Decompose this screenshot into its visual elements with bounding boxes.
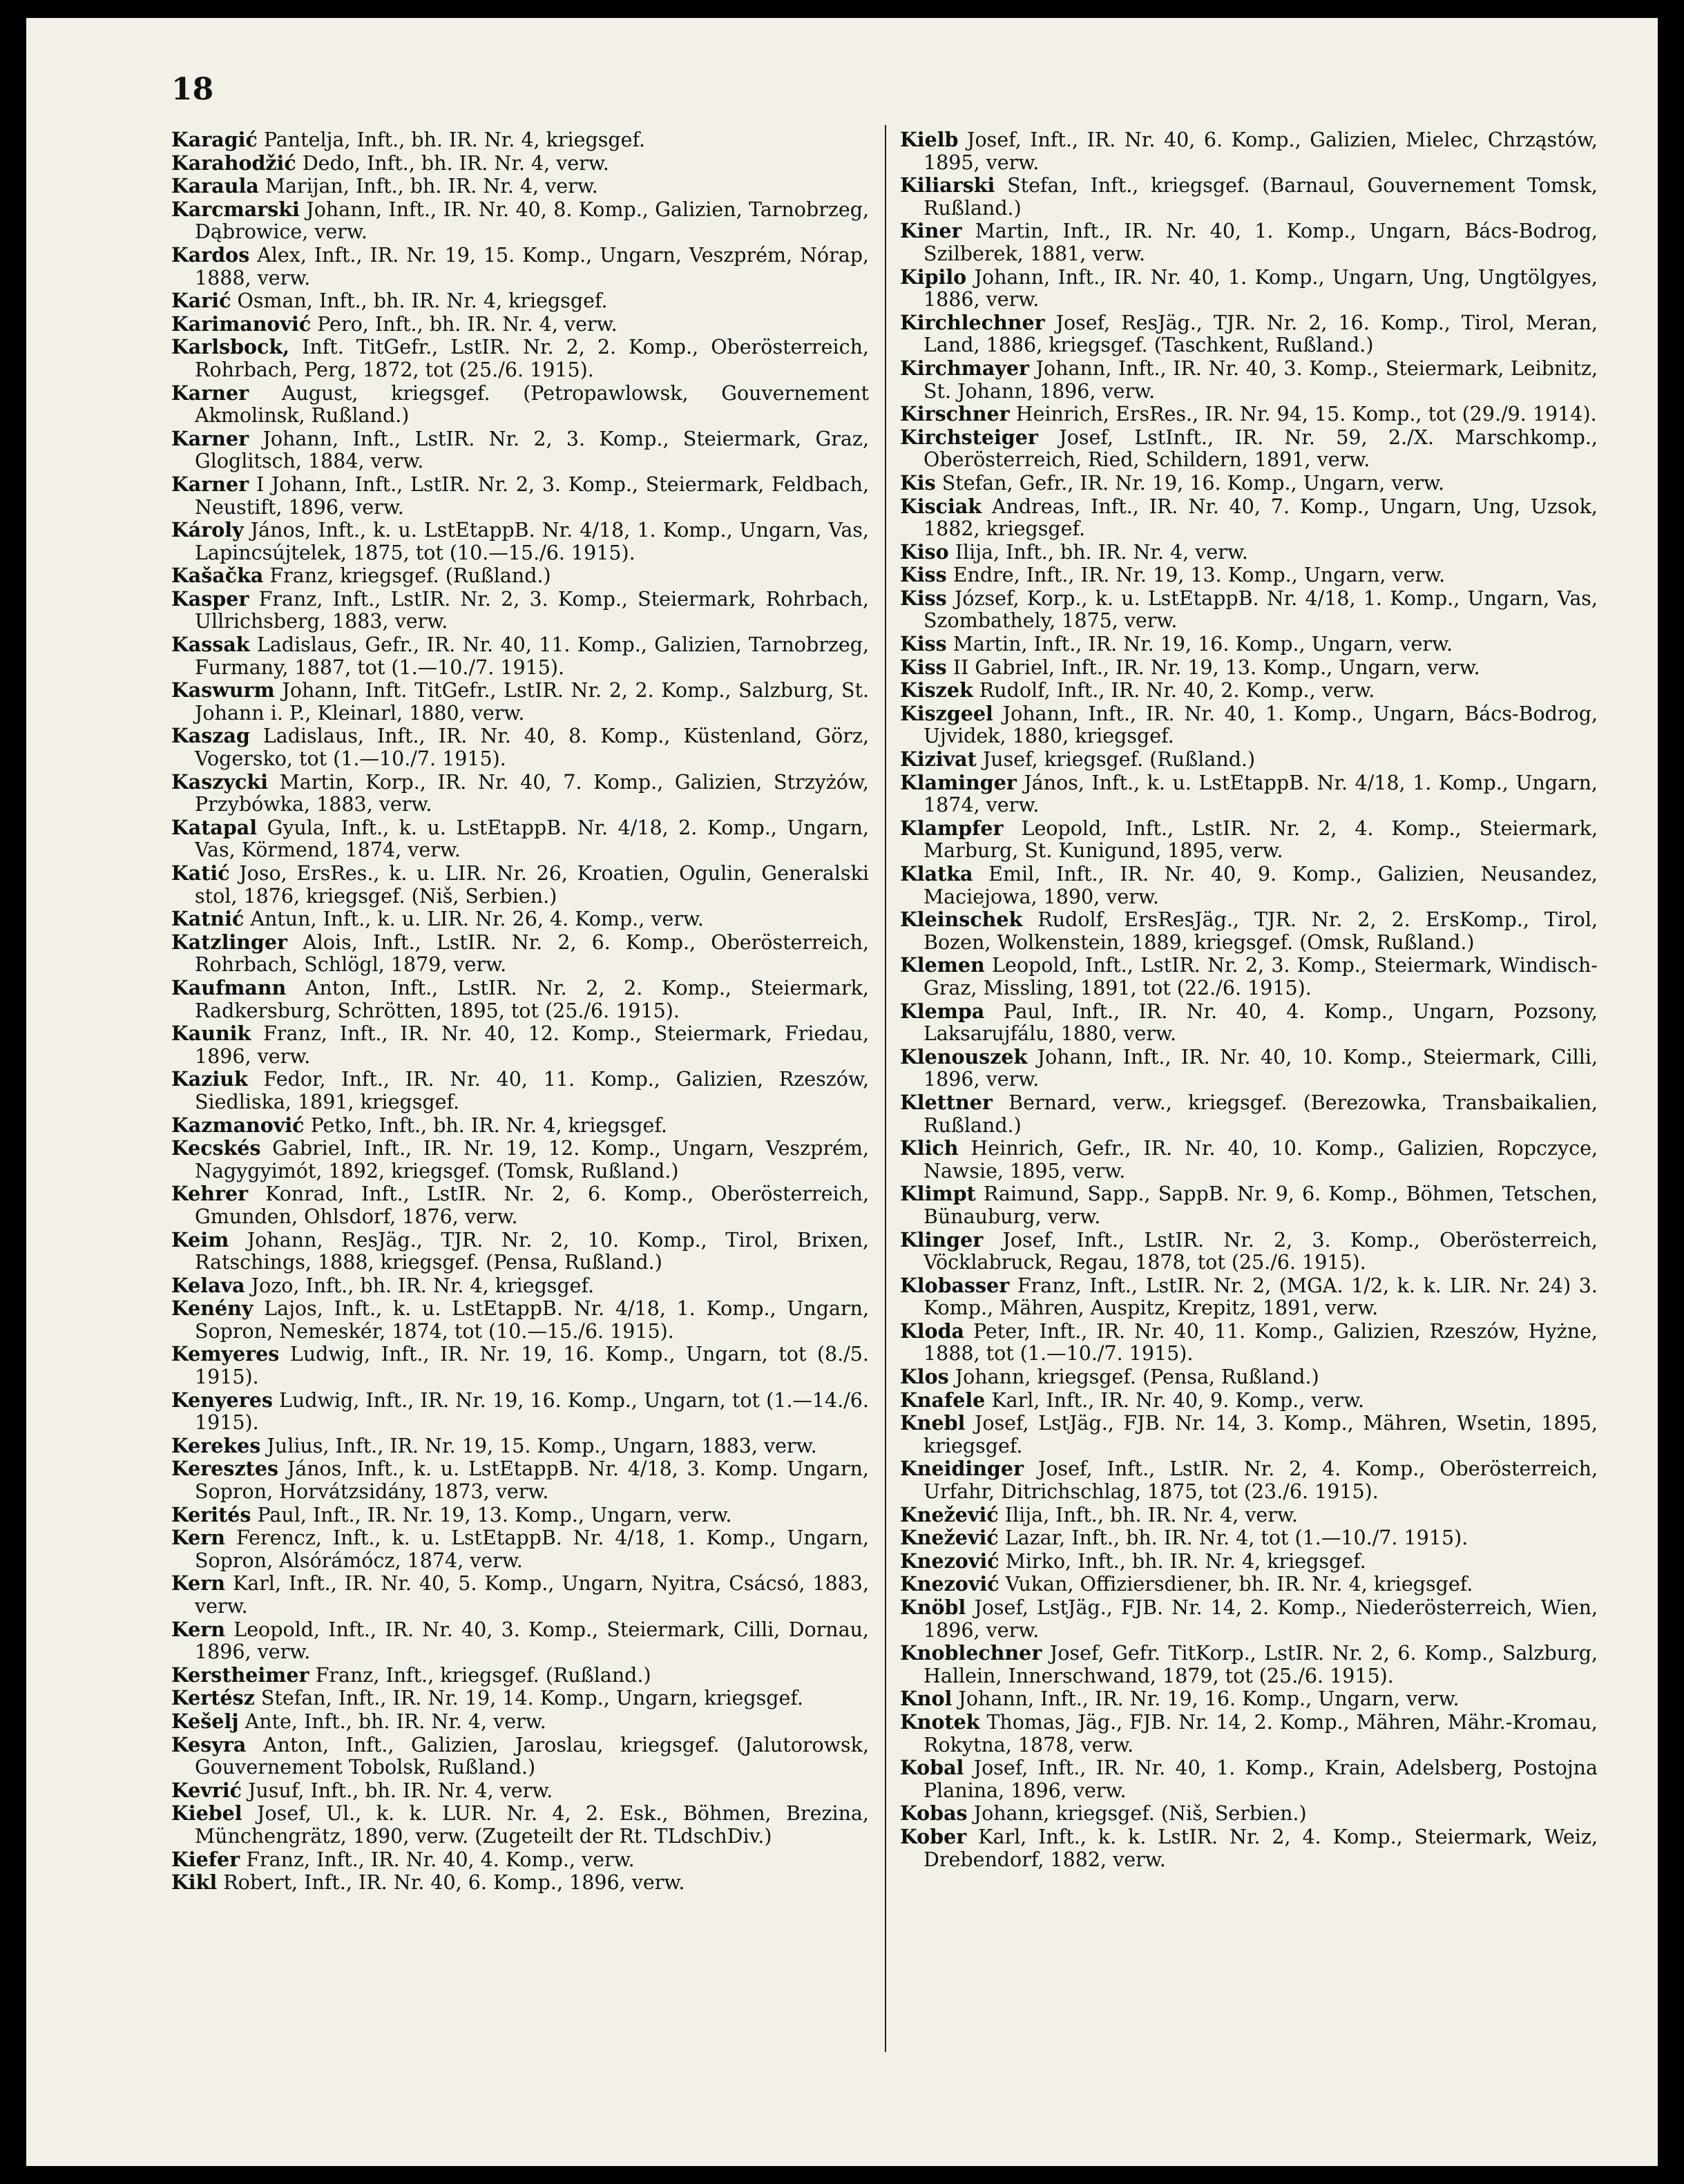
entry-surname: Kloda xyxy=(900,1319,965,1343)
entry-details: Konrad, Inft., LstIR. Nr. 2, 6. Komp., Oberösterreich, Gmunden, Ohlsdorf, 1876, verw. xyxy=(195,1182,869,1228)
entry-surname: Karner xyxy=(171,381,249,405)
list-entry xyxy=(171,1710,869,1734)
entry-details: Alex, Inft., IR. Nr. 19, 15. Komp., Ungarn, Veszprém, Nórap, 1888, verw. xyxy=(195,243,869,289)
list-entry xyxy=(171,519,869,564)
entry-details: Ante, Inft., bh. IR. Nr. 4, verw. xyxy=(245,1709,546,1733)
entry-surname: Kirchmayer xyxy=(900,356,1030,380)
entry-surname: Károly xyxy=(171,518,244,542)
entry-surname: Kiss xyxy=(900,655,947,679)
entry-surname: Klos xyxy=(900,1365,949,1389)
entry-surname: Kirchlechner xyxy=(900,310,1045,334)
entry-surname: Kiss xyxy=(900,586,947,610)
list-entry xyxy=(171,244,869,289)
entry-surname: Keresztes xyxy=(171,1457,278,1481)
entry-details: Stefan, Inft., kriegsgef. (Barnaul, Gouvernement Tomsk, Rußland.) xyxy=(924,174,1598,220)
entry-surname: Kern xyxy=(171,1526,226,1550)
list-entry xyxy=(171,1137,869,1182)
list-entry xyxy=(171,908,869,931)
entry-details: II Gabriel, Inft., IR. Nr. 19, 13. Komp., Ungarn, verw. xyxy=(953,655,1480,679)
entry-surname: Katić xyxy=(171,861,230,885)
entry-surname: Klenouszek xyxy=(900,1044,1028,1069)
list-entry xyxy=(171,1871,869,1895)
list-entry xyxy=(171,679,869,725)
entry-details: Ladislaus, Inft., IR. Nr. 40, 8. Komp., Küstenland, Görz, Vogersko, tot (1.—10./7. 1915). xyxy=(195,725,869,771)
list-entry xyxy=(171,588,869,633)
list-entry xyxy=(171,1687,869,1710)
list-entry xyxy=(900,403,1598,426)
list-entry xyxy=(171,1734,869,1779)
entry-details: Johann, kriegsgef. (Niš, Serbien.) xyxy=(973,1802,1307,1826)
list-entry xyxy=(171,1779,869,1803)
list-entry xyxy=(900,1091,1598,1137)
list-entry xyxy=(900,1756,1598,1802)
entry-surname: Kiefer xyxy=(171,1847,240,1871)
entry-surname: Klobasser xyxy=(900,1273,1010,1297)
list-entry xyxy=(171,313,869,336)
entry-details: Gyula, Inft., k. u. LstEtappB. Nr. 4/18, 2. Komp., Ungarn, Vas, Körmend, 1874, verw. xyxy=(195,816,869,862)
list-entry xyxy=(171,289,869,313)
entry-surname: Kober xyxy=(900,1824,967,1848)
entry-surname: Kisciak xyxy=(900,494,982,518)
entry-details: Stefan, Inft., IR. Nr. 19, 14. Komp., Ungarn, kriegsgef. xyxy=(260,1687,803,1710)
entry-surname: Karimanović xyxy=(171,312,312,336)
entry-details: Ladislaus, Gefr., IR. Nr. 40, 11. Komp., Galizien, Tarnobrzeg, Furmany, 1887, tot (1.—10./7. 1915). xyxy=(195,633,870,679)
list-entry xyxy=(900,863,1598,908)
entry-surname: Knafele xyxy=(900,1388,986,1412)
entry-surname: Kertész xyxy=(171,1686,255,1710)
right-column xyxy=(900,128,1598,1871)
entry-details: Johann, Inft., LstIR. Nr. 2, 3. Komp., Steiermark, Graz, Gloglitsch, 1884, verw. xyxy=(195,427,870,473)
entry-details: Josef, ResJäg., TJR. Nr. 2, 16. Komp., Tirol, Meran, Land, 1886, kriegsgef. (Taschkent, Rußland.) xyxy=(924,311,1598,357)
entry-surname: Klaminger xyxy=(900,770,1017,794)
entry-details: Karl, Inft., IR. Nr. 40, 5. Komp., Ungarn, Nyitra, Csácsó, 1883, verw. xyxy=(195,1572,869,1618)
entry-details: Raimund, Sapp., SappB. Nr. 9, 6. Komp., Böhmen, Tetschen, Bünauburg, verw. xyxy=(924,1182,1598,1228)
entry-details: Josef, Inft., IR. Nr. 40, 6. Komp., Galizien, Mielec, Chrząstów, 1895, verw. xyxy=(924,128,1598,174)
list-entry xyxy=(900,1137,1598,1182)
list-entry xyxy=(900,1046,1598,1091)
list-entry xyxy=(900,1457,1598,1503)
entry-surname: Kesyra xyxy=(171,1732,247,1756)
entry-surname: Kiss xyxy=(900,563,947,587)
entry-surname: Kaswurm xyxy=(171,678,275,702)
page-number: 18 xyxy=(171,72,214,107)
list-entry xyxy=(900,679,1598,702)
list-entry xyxy=(171,1457,869,1503)
entry-details: János, Inft., k. u. LstEtappB. Nr. 4/18, 3. Komp. Ungarn, Sopron, Horvátzsidány, 1873, verw. xyxy=(195,1457,869,1504)
list-entry xyxy=(171,473,869,519)
entry-details: Josef, Inft., LstIR. Nr. 2, 4. Komp., Oberösterreich, Urfahr, Ditrichschlag, 1875, tot (23./6. 1915). xyxy=(924,1457,1598,1504)
entry-details: Pero, Inft., bh. IR. Nr. 4, verw. xyxy=(317,312,618,336)
list-entry xyxy=(900,1229,1598,1274)
list-entry xyxy=(171,1343,869,1388)
list-entry xyxy=(900,1000,1598,1046)
entry-details: Leopold, Inft., IR. Nr. 40, 3. Komp., Steiermark, Cilli, Dornau, 1896, verw. xyxy=(195,1618,869,1664)
entry-details: Martin, Inft., IR. Nr. 19, 16. Komp., Ungarn, verw. xyxy=(953,633,1453,656)
entry-details: Leopold, Inft., LstIR. Nr. 2, 4. Komp., Steiermark, Marburg, St. Kunigund, 1895, verw. xyxy=(924,816,1598,863)
entry-surname: Klatka xyxy=(900,862,973,885)
list-entry xyxy=(171,633,869,679)
entry-surname: Kneidinger xyxy=(900,1457,1024,1481)
list-entry xyxy=(900,1642,1598,1687)
entry-details: János, Inft., k. u. LstEtappB. Nr. 4/18, 1. Komp., Ungarn, 1874, verw. xyxy=(924,771,1598,817)
entry-details: Bernard, verw., kriegsgef. (Berezowka, Transbaikalien, Rußland.) xyxy=(924,1091,1598,1137)
entry-surname: Kleinschek xyxy=(900,908,1023,932)
list-entry xyxy=(900,1389,1598,1412)
list-entry xyxy=(171,1114,869,1138)
entry-surname: Kerités xyxy=(171,1502,251,1526)
list-entry xyxy=(171,1182,869,1228)
entry-surname: Keim xyxy=(171,1227,229,1252)
entry-surname: Karić xyxy=(171,289,231,313)
entry-details: Anton, Inft., Galizien, Jaroslau, kriegsgef. (Jalutorowsk, Gouvernement Tobolsk, Rußland.) xyxy=(195,1733,870,1779)
list-entry xyxy=(900,1596,1598,1642)
list-entry xyxy=(171,1572,869,1618)
list-entry xyxy=(171,336,869,381)
entry-details: Josef, LstInft., IR. Nr. 59, 2./X. Marschkomp., Oberösterreich, Ried, Schildern, 1891, verw. xyxy=(924,425,1598,472)
entry-surname: Klampfer xyxy=(900,816,1004,840)
entry-surname: Knezović xyxy=(900,1572,999,1596)
list-entry xyxy=(171,977,869,1022)
entry-surname: Knotek xyxy=(900,1709,980,1734)
entry-surname: Knol xyxy=(900,1687,953,1711)
list-entry xyxy=(171,1274,869,1298)
list-entry xyxy=(171,175,869,198)
entry-details: Lajos, Inft., k. u. LstEtappB. Nr. 4/18, 1. Komp., Ungarn, Sopron, Nemeskér, 1874, tot (10.—15./6. 1915). xyxy=(195,1297,870,1343)
entry-surname: Kardos xyxy=(171,242,250,267)
entry-surname: Kis xyxy=(900,470,936,495)
list-entry xyxy=(171,1526,869,1572)
entry-surname: Kazmanović xyxy=(171,1113,305,1137)
list-entry xyxy=(900,220,1598,265)
entry-surname: Kašačka xyxy=(171,564,264,588)
entry-surname: Karlsbock, xyxy=(171,335,290,359)
entry-details: Johann, Inft., IR. Nr. 19, 16. Komp., Ungarn, verw. xyxy=(958,1687,1460,1711)
entry-details: József, Korp., k. u. LstEtappB. Nr. 4/18, 1. Komp., Ungarn, Vas, Szombathely, 1875, verw. xyxy=(924,586,1598,633)
list-entry xyxy=(900,772,1598,817)
entry-surname: Kiszek xyxy=(900,678,973,702)
list-entry xyxy=(171,931,869,977)
entry-surname: Kehrer xyxy=(171,1182,249,1206)
entry-details: Mirko, Inft., bh. IR. Nr. 4, kriegsgef. xyxy=(1005,1549,1366,1573)
entry-details: Johann, Inft., IR. Nr. 40, 1. Komp., Ungarn, Bács-Bodrog, Ujvidek, 1880, kriegsgef. xyxy=(924,702,1598,748)
entry-details: Julius, Inft., IR. Nr. 19, 15. Komp., Ungarn, 1883, verw. xyxy=(267,1434,817,1457)
entry-details: Pantelja, Inft., bh. IR. Nr. 4, kriegsgef. xyxy=(263,128,646,151)
list-entry xyxy=(900,702,1598,748)
list-entry xyxy=(171,771,869,816)
entry-surname: Kassak xyxy=(171,633,250,657)
list-entry xyxy=(171,1664,869,1687)
entry-details: Franz, kriegsgef. (Rußland.) xyxy=(269,564,551,588)
list-entry xyxy=(900,174,1598,220)
entry-surname: Kaufmann xyxy=(171,975,287,999)
list-entry xyxy=(171,1618,869,1664)
list-entry xyxy=(900,1573,1598,1596)
entry-details: Josef, Inft., LstIR. Nr. 2, 3. Komp., Oberösterreich, Vöcklabruck, Regau, 1878, tot (25./6. 1915). xyxy=(924,1228,1598,1274)
entry-details: Emil, Inft., IR. Nr. 40, 9. Komp., Galizien, Neusandez, Maciejowa, 1890, verw. xyxy=(924,863,1598,908)
list-entry xyxy=(900,1526,1598,1550)
entry-details: Stefan, Gefr., IR. Nr. 19, 16. Komp., Ungarn, verw. xyxy=(941,471,1445,495)
entry-details: Johann, ResJäg., TJR. Nr. 2, 10. Komp., Tirol, Brixen, Ratschings, 1888, kriegsgef. (Pensa, Rußland.) xyxy=(195,1228,869,1274)
entry-surname: Kelava xyxy=(171,1273,245,1297)
entry-surname: Kerekes xyxy=(171,1433,261,1457)
entry-surname: Knoblechner xyxy=(900,1641,1042,1665)
entry-details: Josef, Inft., IR. Nr. 40, 1. Komp., Krain, Adelsberg, Postojna Planina, 1896, verw. xyxy=(924,1756,1598,1802)
entry-surname: Kiner xyxy=(900,219,962,243)
entry-surname: Knöbl xyxy=(900,1596,966,1619)
entry-surname: Katzlinger xyxy=(171,930,288,954)
entry-surname: Kiebel xyxy=(171,1801,242,1826)
entry-surname: Klempa xyxy=(900,999,985,1023)
list-entry xyxy=(171,862,869,908)
entry-details: Fedor, Inft., IR. Nr. 40, 11. Komp., Galizien, Rzeszów, Siedliska, 1891, kriegsgef. xyxy=(195,1068,870,1113)
entry-details: Josef, LstJäg., FJB. Nr. 14, 3. Komp., Mähren, Wsetin, 1895, kriegsgef. xyxy=(924,1412,1598,1457)
list-entry xyxy=(900,1550,1598,1573)
entry-details: Karl, Inft., k. k. LstIR. Nr. 2, 4. Komp., Steiermark, Weiz, Drebendorf, 1882, verw. xyxy=(924,1825,1598,1871)
list-entry xyxy=(171,1068,869,1113)
list-entry xyxy=(900,817,1598,863)
entry-details: August, kriegsgef. (Petropawlowsk, Gouvernement Akmolinsk, Rußland.) xyxy=(195,381,869,428)
entry-surname: Knezović xyxy=(900,1549,999,1573)
list-entry xyxy=(900,1687,1598,1711)
entry-details: Johann, kriegsgef. (Pensa, Rußland.) xyxy=(955,1366,1319,1389)
list-entry xyxy=(900,1504,1598,1527)
entry-details: Josef, Gefr. TitKorp., LstIR. Nr. 2, 6. Komp., Salzburg, Hallein, Innerschwand, 1879, tot (25./6. 1915). xyxy=(924,1642,1598,1687)
entry-surname: Kaszycki xyxy=(171,769,268,794)
entry-details: Franz, Inft., LstIR. Nr. 2, (MGA. 1/2, k. k. LIR. Nr. 24) 3. Komp., Mähren, Auspitz, Krepitz, 1891, verw. xyxy=(924,1274,1598,1320)
list-entry xyxy=(900,587,1598,633)
entry-surname: Karner xyxy=(171,426,249,450)
entry-surname: Karagić xyxy=(171,128,258,151)
entry-surname: Karaula xyxy=(171,174,259,198)
entry-details: Andreas, Inft., IR. Nr. 40, 7. Komp., Ungarn, Ung, Uzsok, 1882, kriegsgef. xyxy=(924,495,1598,541)
list-entry xyxy=(900,1182,1598,1228)
entry-details: Heinrich, Gefr., IR. Nr. 40, 10. Komp., Galizien, Ropczyce, Nawsie, 1895, verw. xyxy=(924,1137,1598,1182)
entry-details: János, Inft., k. u. LstEtappB. Nr. 4/18, 1. Komp., Ungarn, Vas, Lapincsújtelek, 1875, tot (10.—15./6. 1915). xyxy=(195,519,869,564)
entry-surname: Klich xyxy=(900,1136,959,1160)
list-entry xyxy=(171,1229,869,1274)
list-entry xyxy=(171,1022,869,1068)
entry-details: Johann, Inft., IR. Nr. 40, 1. Komp., Ungarn, Ung, Ungtölgyes, 1886, verw. xyxy=(924,265,1598,312)
list-entry xyxy=(900,495,1598,541)
list-entry xyxy=(900,1320,1598,1366)
entry-details: Josef, LstJäg., FJB. Nr. 14, 2. Komp., Niederösterreich, Wien, 1896, verw. xyxy=(924,1596,1598,1642)
list-entry xyxy=(900,954,1598,999)
entry-details: I Johann, Inft., LstIR. Nr. 2, 3. Komp., Steiermark, Feldbach, Neustift, 1896, verw. xyxy=(195,472,870,519)
entry-surname: Kirschner xyxy=(900,402,1010,426)
entry-surname: Kaziuk xyxy=(171,1067,248,1091)
list-entry xyxy=(900,1412,1598,1457)
entry-details: Johann, Inft. TitGefr., LstIR. Nr. 2, 2. Komp., Salzburg, St. Johann i. P., Kleinarl, 1880, verw. xyxy=(195,679,870,725)
entry-details: Paul, Inft., IR. Nr. 19, 13. Komp., Ungarn, verw. xyxy=(257,1503,732,1526)
entry-details: Osman, Inft., bh. IR. Nr. 4, kriegsgef. xyxy=(237,289,608,313)
entry-details: Marijan, Inft., bh. IR. Nr. 4, verw. xyxy=(265,175,598,198)
entry-details: Karl, Inft., IR. Nr. 40, 9. Komp., verw. xyxy=(991,1388,1365,1412)
entry-details: Franz, Inft., kriegsgef. (Rußland.) xyxy=(315,1663,651,1687)
list-entry xyxy=(171,382,869,428)
entry-surname: Kecskés xyxy=(171,1136,261,1160)
entry-surname: Kenény xyxy=(171,1296,253,1321)
list-entry xyxy=(171,564,869,588)
entry-details: Endre, Inft., IR. Nr. 19, 13. Komp., Ungarn, verw. xyxy=(953,564,1446,587)
entry-surname: Kiso xyxy=(900,539,949,564)
entry-details: Ferencz, Inft., k. u. LstEtappB. Nr. 4/18, 1. Komp., Ungarn, Sopron, Alsórámócz, 1874, verw. xyxy=(195,1526,869,1572)
entry-surname: Kern xyxy=(171,1617,226,1641)
list-entry xyxy=(171,198,869,244)
entry-details: Ilija, Inft., bh. IR. Nr. 4, verw. xyxy=(1004,1503,1298,1526)
entry-surname: Kasper xyxy=(171,586,249,611)
entry-surname: Kaunik xyxy=(171,1022,251,1046)
entry-details: Ludwig, Inft., IR. Nr. 19, 16. Komp., Ungarn, tot (8./5. 1915). xyxy=(195,1343,869,1389)
entry-surname: Kizivat xyxy=(900,747,977,772)
list-entry xyxy=(171,1389,869,1435)
entry-details: Franz, Inft., IR. Nr. 40, 12. Komp., Steiermark, Friedau, 1896, verw. xyxy=(195,1022,870,1068)
entry-details: Ilija, Inft., bh. IR. Nr. 4, verw. xyxy=(955,540,1248,564)
list-entry xyxy=(900,472,1598,495)
list-entry xyxy=(171,1848,869,1872)
entry-details: Martin, Inft., IR. Nr. 40, 1. Komp., Ungarn, Bács-Bodrog, Szilberek, 1881, verw. xyxy=(924,220,1598,265)
list-entry xyxy=(171,1435,869,1458)
entry-details: Alois, Inft., LstIR. Nr. 2, 6. Komp., Oberösterreich, Rohrbach, Schlögl, 1879, verw. xyxy=(195,930,870,977)
entry-details: Inft. TitGefr., LstIR. Nr. 2, 2. Komp., Oberösterreich, Rohrbach, Perg, 1872, tot (25./6. 1915). xyxy=(195,336,869,381)
entry-details: Thomas, Jäg., FJB. Nr. 14, 2. Komp., Mähren, Mähr.-Kromau, Rokytna, 1878, verw. xyxy=(924,1710,1598,1756)
list-entry xyxy=(171,816,869,862)
entry-details: Gabriel, Inft., IR. Nr. 19, 12. Komp., Ungarn, Veszprém, Nagygyimót, 1892, kriegsgef. (Tomsk, Rußland.) xyxy=(195,1137,870,1182)
entry-surname: Kiss xyxy=(900,632,947,656)
entry-details: Lazar, Inft., bh. IR. Nr. 4, tot (1.—10./7. 1915). xyxy=(1004,1526,1468,1550)
entry-details: Johann, Inft., IR. Nr. 40, 10. Komp., Steiermark, Cilli, 1896, verw. xyxy=(924,1045,1598,1091)
list-entry xyxy=(900,748,1598,772)
entry-details: Johann, Inft., IR. Nr. 40, 3. Komp., Steiermark, Leibnitz, St. Johann, 1896, verw. xyxy=(924,356,1598,403)
list-entry xyxy=(900,1274,1598,1320)
entry-details: Jusef, kriegsgef. (Rußland.) xyxy=(982,748,1256,772)
list-entry xyxy=(171,152,869,175)
entry-surname: Kerstheimer xyxy=(171,1663,309,1687)
entry-details: Jusuf, Inft., bh. IR. Nr. 4, verw. xyxy=(248,1779,553,1802)
entry-details: Franz, Inft., LstIR. Nr. 2, 3. Komp., Steiermark, Rohrbach, Ullrichsberg, 1883, verw. xyxy=(195,587,869,633)
left-column xyxy=(171,128,869,1895)
entry-details: Vukan, Offiziersdiener, bh. IR. Nr. 4, kriegsgef. xyxy=(1005,1573,1473,1596)
entry-surname: Katapal xyxy=(171,815,258,839)
list-entry xyxy=(900,128,1598,174)
entry-details: Heinrich, ErsRes., IR. Nr. 94, 15. Komp., tot (29./9. 1914). xyxy=(1015,403,1597,426)
document-page xyxy=(26,18,1658,2166)
entry-surname: Kielb xyxy=(900,128,959,151)
entry-surname: Karcmarski xyxy=(171,197,300,221)
entry-surname: Knebl xyxy=(900,1411,966,1435)
entry-details: Antun, Inft., k. u. LIR. Nr. 26, 4. Komp., verw. xyxy=(250,908,704,931)
list-entry xyxy=(171,128,869,152)
entry-details: Dedo, Inft., bh. IR. Nr. 4, verw. xyxy=(302,151,609,175)
entry-details: Leopold, Inft., LstIR. Nr. 2, 3. Komp., Steiermark, Windisch-Graz, Missling, 1891, tot (22./6. 1915). xyxy=(924,954,1598,999)
entry-surname: Karner xyxy=(171,472,249,496)
list-entry xyxy=(900,633,1598,656)
list-entry xyxy=(900,541,1598,564)
entry-surname: Kirchsteiger xyxy=(900,425,1038,449)
list-entry xyxy=(171,1504,869,1527)
entry-details: Martin, Korp., IR. Nr. 40, 7. Komp., Galizien, Strzyżów, Przybówka, 1883, verw. xyxy=(195,770,869,816)
list-entry xyxy=(900,1711,1598,1756)
entry-details: Rudolf, Inft., IR. Nr. 40, 2. Komp., verw. xyxy=(979,679,1375,702)
entry-surname: Klettner xyxy=(900,1090,993,1114)
entry-details: Joso, ErsRes., k. u. LIR. Nr. 26, Kroatien, Ogulin, Generalski stol, 1876, kriegsgef. (Niš, Serbien.) xyxy=(195,862,869,908)
entry-surname: Kipilo xyxy=(900,265,967,289)
list-entry xyxy=(900,1802,1598,1826)
entry-surname: Kaszag xyxy=(171,724,250,748)
list-entry xyxy=(900,1826,1598,1871)
entry-surname: Kiliarski xyxy=(900,173,995,198)
entry-surname: Kikl xyxy=(171,1870,218,1895)
list-entry xyxy=(171,1297,869,1343)
entry-surname: Kevrić xyxy=(171,1778,242,1802)
entry-surname: Klemen xyxy=(900,953,985,977)
entry-surname: Kenyeres xyxy=(171,1388,273,1412)
entry-surname: Kemyeres xyxy=(171,1342,280,1366)
list-entry xyxy=(900,312,1598,357)
entry-surname: Klimpt xyxy=(900,1182,976,1206)
entry-surname: Knežević xyxy=(900,1502,999,1526)
entry-details: Josef, Ul., k. k. LUR. Nr. 4, 2. Esk., Böhmen, Brezina, Münchengrätz, 1890, verw. (Zugeteilt der Rt. TLdschDiv.) xyxy=(195,1802,869,1848)
list-entry xyxy=(171,1802,869,1848)
entry-details: Johann, Inft., IR. Nr. 40, 8. Komp., Galizien, Tarnobrzeg, Dąbrowice, verw. xyxy=(195,198,870,244)
entry-surname: Kobal xyxy=(900,1756,964,1780)
column-divider xyxy=(885,125,886,2052)
list-entry xyxy=(900,908,1598,954)
entry-details: Jozo, Inft., bh. IR. Nr. 4, kriegsgef. xyxy=(251,1274,595,1297)
entry-surname: Katnić xyxy=(171,907,245,931)
entry-details: Franz, Inft., IR. Nr. 40, 4. Komp., verw. xyxy=(246,1848,635,1871)
entry-details: Peter, Inft., IR. Nr. 40, 11. Komp., Galizien, Rzeszów, Hyżne, 1888, tot (1.—10./7. 1915). xyxy=(924,1319,1598,1366)
list-entry xyxy=(171,428,869,473)
list-entry xyxy=(900,426,1598,472)
list-entry xyxy=(171,725,869,770)
entry-surname: Karahodžić xyxy=(171,151,296,175)
entry-surname: Knežević xyxy=(900,1526,999,1550)
entry-details: Paul, Inft., IR. Nr. 40, 4. Komp., Ungarn, Pozsony, Laksarujfálu, 1880, verw. xyxy=(924,999,1598,1046)
entry-details: Petko, Inft., bh. IR. Nr. 4, kriegsgef. xyxy=(310,1113,667,1137)
entry-surname: Kobas xyxy=(900,1801,968,1826)
list-entry xyxy=(900,1366,1598,1389)
entry-surname: Kern xyxy=(171,1571,226,1596)
entry-details: Robert, Inft., IR. Nr. 40, 6. Komp., 1896, verw. xyxy=(223,1871,685,1895)
entry-details: Rudolf, ErsResJäg., TJR. Nr. 2, 2. ErsKomp., Tirol, Bozen, Wolkenstein, 1889, kriegsgef. (Omsk, Rußland.) xyxy=(924,908,1598,954)
entry-surname: Klinger xyxy=(900,1227,984,1252)
entry-details: Ludwig, Inft., IR. Nr. 19, 16. Komp., Ungarn, tot (1.—14./6. 1915). xyxy=(195,1388,869,1435)
list-entry xyxy=(900,656,1598,680)
entry-surname: Kešelj xyxy=(171,1709,239,1733)
list-entry xyxy=(900,564,1598,587)
entry-details: Anton, Inft., LstIR. Nr. 2, 2. Komp., Steiermark, Radkersburg, Schrötten, 1895, tot (25./6. 1915). xyxy=(195,976,869,1022)
entry-surname: Kiszgeel xyxy=(900,701,993,725)
list-entry xyxy=(900,266,1598,312)
list-entry xyxy=(900,357,1598,403)
